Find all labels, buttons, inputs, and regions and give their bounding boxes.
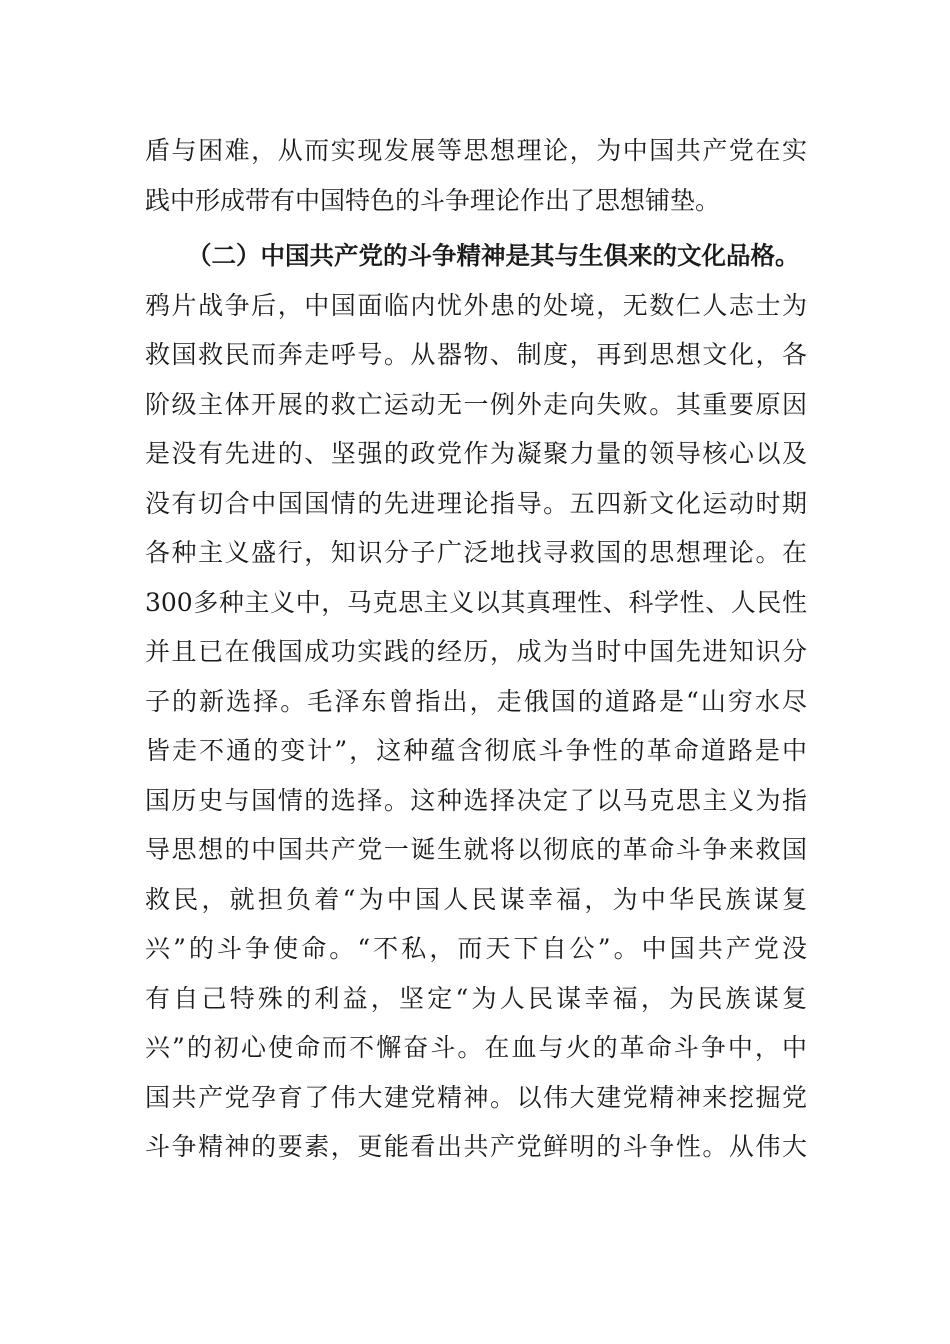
text-line: 并且已在俄国成功实践的经历，成为当时中国先进知识分 [145, 637, 807, 666]
document-page [145, 126, 807, 1172]
text-line: 救民，就担负着“为中国人民谋幸福，为中华民族谋复 [145, 884, 807, 914]
section-heading: （二）中国共产党的斗争精神是其与生俱来的文化品格。 [187, 241, 800, 270]
text-line: 各种主义盛行，知识分子广泛地找寻救国的思想理论。在 [145, 538, 807, 567]
text-line: 300多种主义中，马克思主义以其真理性、科学性、人民性 [145, 587, 807, 617]
text-line: 阶级主体开展的救亡运动无一例外走向失败。其重要原因 [145, 389, 807, 419]
text-line: 践中形成带有中国特色的斗争理论作出了思想铺垫。 [145, 185, 721, 215]
paragraph-body [145, 281, 807, 1172]
text-line: 有自己特殊的利益，坚定“为人民谋幸福，为民族谋复 [145, 983, 807, 1013]
text-line: 鸦片战争后，中国面临内忧外患的处境，无数仁人志士为 [145, 290, 807, 320]
text-line: 皆走不通的变计”，这种蕴含彻底斗争性的革命道路是中 [145, 736, 807, 765]
text-line: 没有切合中国国情的先进理论指导。五四新文化运动时期 [145, 488, 807, 518]
text-line: 导思想的中国共产党一诞生就将以彻底的革命斗争来救国 [145, 835, 807, 864]
text-line: 救国救民而奔走呼号。从器物、制度，再到思想文化，各 [145, 340, 807, 369]
text-line: 国共产党孕育了伟大建党精神。以伟大建党精神来挖掘党 [145, 1082, 807, 1112]
text-line: 兴”的初心使命而不懈奋斗。在血与火的革命斗争中，中 [145, 1033, 807, 1062]
text-line: 是没有先进的、坚强的政党作为凝聚力量的领导核心以及 [145, 439, 807, 468]
text-line: 国历史与国情的选择。这种选择决定了以马克思主义为指 [145, 785, 807, 815]
text-line: 兴”的斗争使命。“不私，而天下自公”。中国共产党没 [145, 934, 807, 963]
text-line: 子的新选择。毛泽东曾指出，走俄国的道路是“山穷水尽 [145, 686, 807, 716]
text-line: 斗争精神的要素，更能看出共产党鲜明的斗争性。从伟大 [145, 1132, 807, 1161]
paragraph-continued [145, 126, 807, 225]
text-line: 盾与困难，从而实现发展等思想理论，为中国共产党在实 [145, 136, 807, 165]
